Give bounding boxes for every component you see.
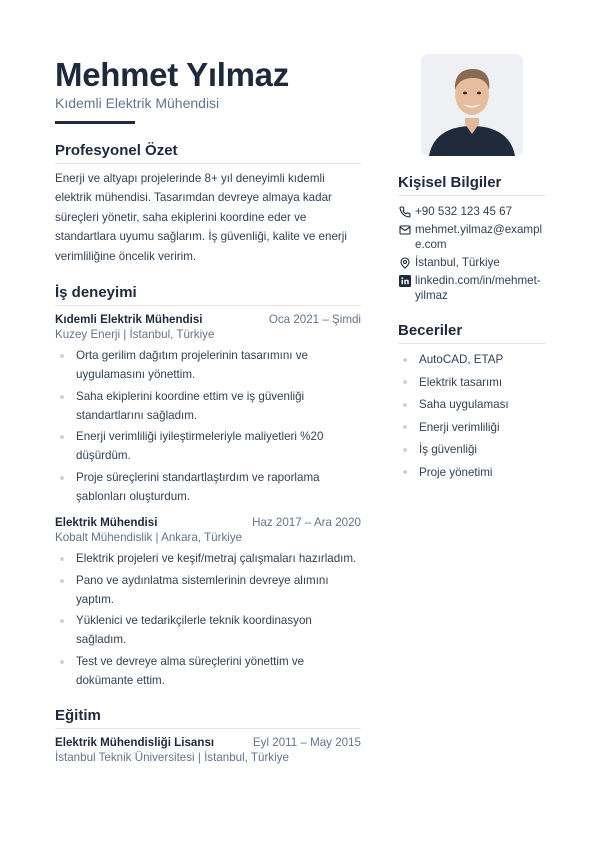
job-bullet: Yüklenici ve tedarikçilerle teknik koordinasyon sağladım. xyxy=(55,611,361,649)
skill-item: Proje yönetimi xyxy=(398,465,546,480)
education-dates: Eyl 2011 – May 2015 xyxy=(252,736,361,750)
job-company: Kobalt Mühendislik | Ankara, Türkiye xyxy=(55,531,243,545)
skills-section xyxy=(398,321,546,480)
job-bullet: Saha ekiplerini koordine ettim ve iş güvenliği standartlarını sağladım. xyxy=(55,387,361,425)
personal-info-section xyxy=(398,173,546,303)
skills-list xyxy=(398,352,546,480)
full-name: Mehmet Yılmaz xyxy=(55,56,289,93)
profile-photo xyxy=(421,54,523,156)
email-address[interactable]: mehmet.yilmaz@example.com xyxy=(415,223,543,251)
accent-divider xyxy=(55,121,135,124)
sidebar-column xyxy=(398,54,546,487)
education-entry xyxy=(55,735,361,765)
job-entry xyxy=(55,515,361,690)
summary-text: Enerji ve altyapı projelerinde 8+ yıl deneyimli kıdemli elektrik mühendisi. Tasarımdan devreye almaya kadar süreçleri yönetir, saha ekiplerini koordine eder ve standartlara uyumu sağlarım. İş güvenliği, kalite ve enerji verimliliğine öncelik veririm. xyxy=(55,172,347,263)
person-avatar-icon xyxy=(421,54,523,156)
mail-icon xyxy=(398,222,411,237)
summary-heading: Profesyonel Özet xyxy=(55,141,361,164)
skill-item: Saha uygulaması xyxy=(398,397,546,412)
phone-number[interactable]: +90 532 123 45 67 xyxy=(415,205,513,218)
job-entry xyxy=(55,312,361,506)
skill-item: AutoCAD, ETAP xyxy=(398,352,546,367)
school: İstanbul Teknik Üniversitesi | İstanbul, Türkiye xyxy=(55,751,289,765)
job-company: Kuzey Enerji | İstanbul, Türkiye xyxy=(55,328,215,342)
job-bullet: Proje süreçlerini standartlaştırdım ve raporlama şablonları oluşturdum. xyxy=(55,468,361,506)
job-dates: Oca 2021 – Şimdi xyxy=(268,313,361,327)
skill-item: Elektrik tasarımı xyxy=(398,375,546,390)
contact-location xyxy=(398,255,546,270)
main-column xyxy=(55,56,361,765)
location-text: İstanbul, Türkiye xyxy=(415,256,500,269)
job-position: Kıdemli Elektrik Mühendisi xyxy=(55,313,203,327)
job-title: Kıdemli Elektrik Mühendisi xyxy=(55,95,220,111)
map-pin-icon xyxy=(398,255,411,270)
education-header xyxy=(55,735,361,750)
job-bullets xyxy=(55,549,361,690)
phone-icon xyxy=(398,204,411,219)
job-bullet: Orta gerilim dağıtım projelerinin tasarımını ve uygulamasını yönettim. xyxy=(55,346,361,384)
job-bullet: Test ve devreye alma süreçlerini yönettim ve dokümante ettim. xyxy=(55,652,361,690)
job-bullet: Enerji verimliliği iyileştirmeleriyle maliyetleri %20 düşürdüm. xyxy=(55,427,361,465)
job-header xyxy=(55,515,361,530)
job-dates: Haz 2017 – Ara 2020 xyxy=(252,516,361,530)
job-header xyxy=(55,312,361,327)
job-bullet: Pano ve aydınlatma sistemlerinin devreye alımını yaptım. xyxy=(55,571,361,609)
contact-list xyxy=(398,204,546,303)
job-bullet: Elektrik projeleri ve keşif/metraj çalışmaları hazırladım. xyxy=(55,549,361,568)
degree: Elektrik Mühendisliği Lisansı xyxy=(55,736,215,750)
contact-linkedin xyxy=(398,273,546,303)
job-bullets xyxy=(55,346,361,506)
education-section xyxy=(55,706,361,765)
contact-phone xyxy=(398,204,546,219)
experience-section xyxy=(55,283,361,690)
contact-email xyxy=(398,222,546,252)
skill-item: Enerji verimliliği xyxy=(398,420,546,435)
job-position: Elektrik Mühendisi xyxy=(55,516,158,530)
personal-info-heading: Kişisel Bilgiler xyxy=(398,173,546,196)
skill-item: İş güvenliği xyxy=(398,442,546,457)
education-heading: Eğitim xyxy=(55,706,361,729)
skills-heading: Beceriler xyxy=(398,321,546,344)
summary-section xyxy=(55,141,361,266)
linkedin-url[interactable]: linkedin.com/in/mehmet-yilmaz xyxy=(415,274,541,302)
linkedin-icon xyxy=(398,273,411,288)
experience-heading: İş deneyimi xyxy=(55,283,361,306)
